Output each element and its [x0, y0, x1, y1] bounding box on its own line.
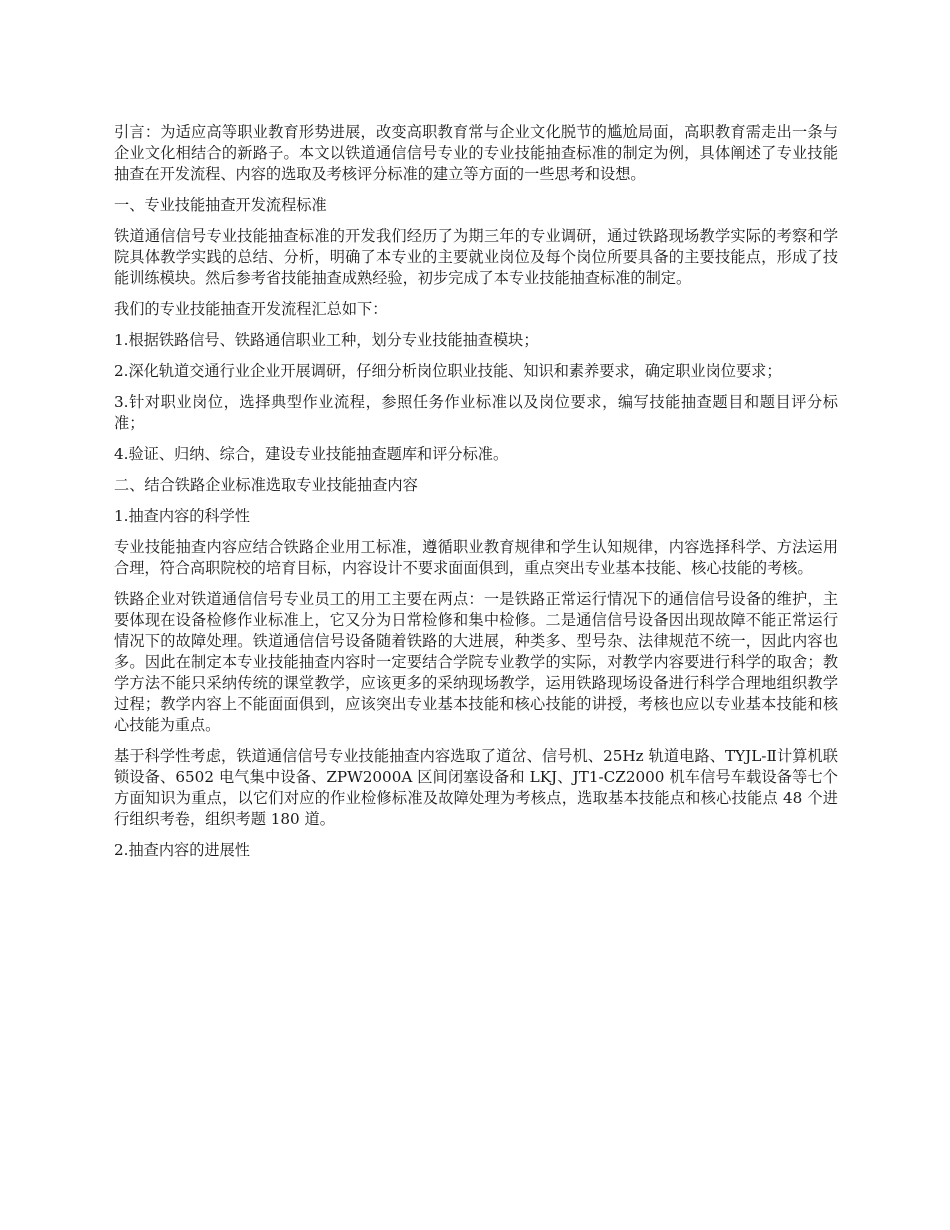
section-heading-2: 二、结合铁路企业标准选取专业技能抽查内容 [114, 476, 418, 494]
list-item-4: 4.验证、归纳、综合，建设专业技能抽查题库和评分标准。 [114, 445, 509, 463]
section-heading-1: 一、专业技能抽查开发流程标准 [114, 196, 327, 214]
list-item-3: 3.针对职业岗位，选择典型作业流程，参照任务作业标准以及岗位要求，编写技能抽查题目和题目评分标准； [114, 393, 838, 432]
subsection-heading-2: 2.抽查内容的进展性 [114, 841, 250, 859]
body-paragraph: 我们的专业技能抽查开发流程汇总如下： [114, 300, 388, 318]
subsection-heading-1: 1.抽查内容的科学性 [114, 507, 250, 525]
list-item-1: 1.根据铁路信号、铁路通信职业工种，划分专业技能抽查模块； [114, 331, 539, 349]
body-paragraph: 铁路企业对铁道通信信号专业员工的用工主要在两点：一是铁路正常运行情况下的通信信号设备的维护，主要体现在设备检修作业标准上，它又分为日常检修和集中检修。二是通信信号设备因出现故障不能正常运行情况下的故障处理。铁道通信信号设备随着铁路的大进展，种类多、型号杂、法律规范不统一，因此内容也多。因此在制定本专业技能抽查内容时一定要结合学院专业教学的实际，对教学内容要进行科学的取舍；教学方法不能只采纳传统的课堂教学，应该更多的采纳现场教学，运用铁路现场设备进行科学合理地组织教学过程；教学内容上不能面面俱到，应该突出专业基本技能和核心技能的讲授，考核也应以专业基本技能和核心技能为重点。 [114, 590, 838, 734]
body-paragraph: 基于科学性考虑，铁道通信信号专业技能抽查内容选取了道岔、信号机、25Hz 轨道电路、TYJL-Ⅱ计算机联锁设备、6502 电气集中设备、ZPW2000A 区间闭塞设备和 LKJ、JT1-CZ2000 机车信号车载设备等七个方面知识为重点，以它们对应的作业检修标准及故障处理为考核点，选取基本技能点和核心技能点 48 个进行组织考卷，组织考题 180 道。 [114, 747, 838, 828]
body-paragraph: 专业技能抽查内容应结合铁路企业用工标准，遵循职业教育规律和学生认知规律，内容选择科学、方法运用合理，符合高职院校的培育目标，内容设计不要求面面俱到，重点突出专业基本技能、核心技能的考核。 [114, 538, 838, 577]
body-paragraph: 铁道通信信号专业技能抽查标准的开发我们经历了为期三年的专业调研，通过铁路现场教学实际的考察和学院具体教学实践的总结、分析，明确了本专业的主要就业岗位及每个岗位所要具备的主要技能点，形成了技能训练模块。然后参考省技能抽查成熟经验，初步完成了本专业技能抽查标准的制定。 [114, 227, 838, 287]
list-item-2: 2.深化轨道交通行业企业开展调研，仔细分析岗位职业技能、知识和素养要求，确定职业岗位要求； [114, 362, 782, 380]
intro-paragraph: 引言：为适应高等职业教育形势进展，改变高职教育常与企业文化脱节的尴尬局面，高职教育需走出一条与企业文化相结合的新路子。本文以铁道通信信号专业的专业技能抽查标准的制定为例，具体阐述了专业技能抽查在开发流程、内容的选取及考核评分标准的建立等方面的一些思考和设想。 [114, 123, 838, 183]
document-body [114, 122, 838, 871]
